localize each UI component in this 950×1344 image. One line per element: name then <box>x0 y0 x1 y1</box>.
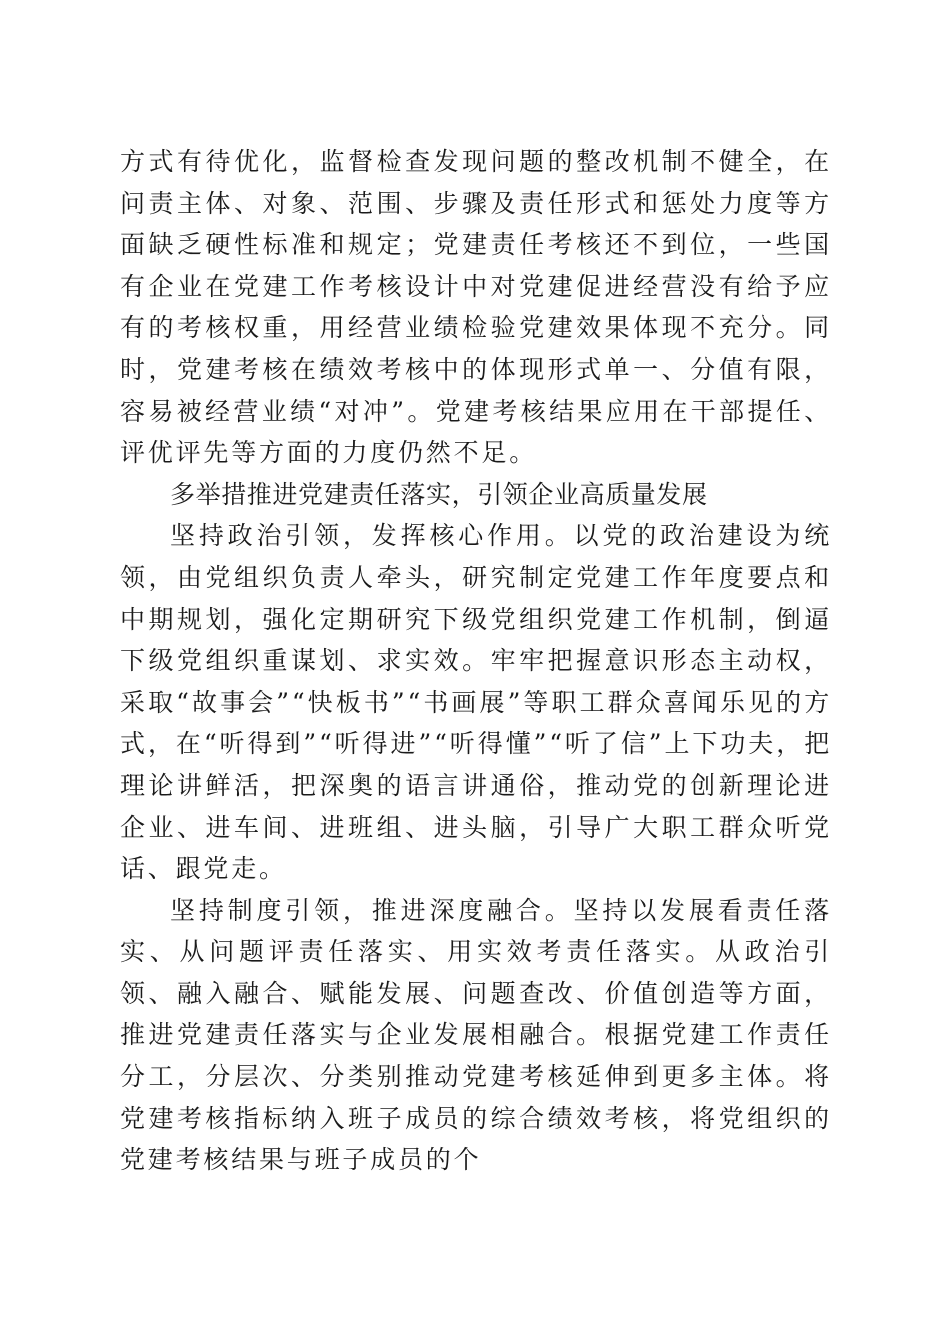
paragraph-continuation: 方式有待优化，监督检查发现问题的整改机制不健全，在问责主体、对象、范围、步骤及责任形式和惩处力度等方面缺乏硬性标准和规定；党建责任考核还不到位，一些国有企业在党建工作考核设计中对党建促进经营没有给予应有的考核权重，用经营业绩检验党建效果体现不充分。同时，党建考核在绩效考核中的体现形式单一、分值有限，容易被经营业绩“对冲”。党建考核结果应用在干部提任、评优评先等方面的力度仍然不足。 <box>120 147 832 468</box>
paragraph-institutional-leadership: 坚持制度引领，推进深度融合。坚持以发展看责任落实、从问题评责任落实、用实效考责任落实。从政治引领、融入融合、赋能发展、问题查改、价值创造等方面，推进党建责任落实与企业发展相融合。根据党建工作责任分工，分层次、分类别推动党建考核延伸到更多主体。将党建考核指标纳入班子成员的综合绩效考核，将党组织的党建考核结果与班子成员的个 <box>120 895 832 1175</box>
paragraph-political-leadership: 坚持政治引领，发挥核心作用。以党的政治建设为统领，由党组织负责人牵头，研究制定党建工作年度要点和中期规划，强化定期研究下级党组织党建工作机制，倒逼下级党组织重谋划、求实效。牢牢把握意识形态主动权，采取“故事会”“快板书”“书画展”等职工群众喜闻乐见的方式，在“听得到”“听得进”“听得懂”“听了信”上下功夫，把理论讲鲜活，把深奥的语言讲通俗，推动党的创新理论进企业、进车间、进班组、进头脑，引导广大职工群众听党话、跟党走。 <box>120 521 832 884</box>
document-body <box>120 141 832 1181</box>
section-heading: 多举措推进党建责任落实，引领企业高质量发展 <box>170 479 708 509</box>
